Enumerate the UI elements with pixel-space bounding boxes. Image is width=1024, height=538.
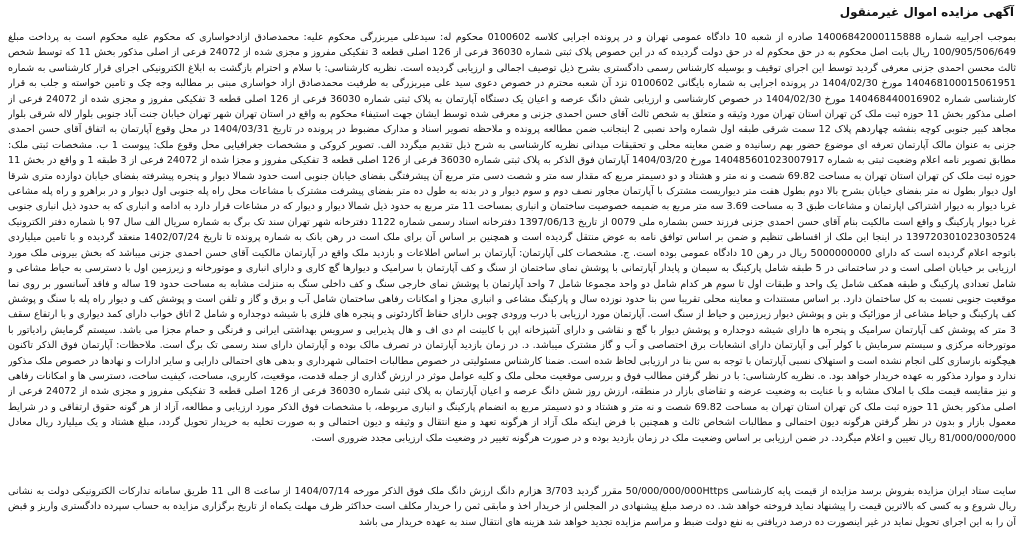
notice-title: آگهی مزایده اموال غیرمنقول xyxy=(839,5,1014,19)
notice-body: بموجب اجراییه شماره 14006842000115888 صادره از شعبه 10 دادگاه عمومی تهران و در پرونده اجرایی کلاسه 0100602 محکوم له: سیدعلی میربزرگی محکوم علیه: محمدصادق ازادخواساری که محکوم علیه محکوم است به پرداخت مبلغ 100/905/506/649 ریال بابت اصل محکوم به در حق محکوم له در حق دولت گردیده که در این خصوص پلاک ثبتی شماره 36030 فرعی از 126 اصلی قطعه 3 تفکیکی مفروز و مجزی شده از 24072 فرعی از اصلی مذکور بخش 11 که توسط شخص ثالث محسن احمدی جزنی معرفی گردید توسط این اجرای توقیف و بوسیله کارشناس رسمی دادگستری بشرح ذیل توصیف اجمالی و ارزیابی گردیده است. نظریه کارشناسی: با سلام و احترام بازگشت به ابلاغ الکترونیکی اجرای قرار کارشناسی به شماره 140468100015061951 مورخ 1404/02/30 در پرونده اجرایی به شماره بایگانی 0100602 نزد آن شعبه محترم در خصوص دعوی سید علی میربزرگی به طرفیت محمدصادق ازاد خواساری مبنی بر مطالبه وجه چک و تامین خواسته و جلب به قرار کارشناسی شماره 140468440016902 مورخ 1404/02/30 در خصوص کارشناسی و ارزیابی شش دانگ عرصه و اعیان یک دستگاه آپارتمان به پلاک ثبتی شماره 36030 فرعی از 126 اصلی قطعه 3 تفکیکی مفروز و مجزی شده از 24072 فرعی از اصلی مذکور بخش 11 حوزه ثبت ملک کن تهران استان تهران مورد وثیقه و متعلق به شخص ثالث آقای حسن احمدی جزنی و معرفی شده توسط ایشان جهت استیفاء محکوم به واقع در استان تهران شهر تهران خیابان جنت آباد جنوبی بلوار لاله شرقی بلوار مجاهد کبیر جنوبی کوچه بنفشه چهاردهم پلاک 12 سمت شرقی طبقه اول شماره واحد نصبی 2 اینجانب ضمن مطالعه پرونده و ملاحظه تصویر اسناد و مدارک مضبوط در پرونده در تاریخ 1404/03/31 در محل وقوع آپارتمان به اتفاق آقای حسن احمدی جزنی به عنوان مالک آپارتمان تعرفه ای موضوع حضور بهم رسانیده و ضمن معاینه محلی و تحقیقات میدانی نظریه کارشناسی به شرح ذیل تقدیم میگردد الف. تصویر کروکی و مشخصات جغرافیایی محل وقوع ملک: پیوست 1 ب. مشخصات ثبتی ملک: مطابق تصویر نامه اعلام وضعیت ثبتی به شماره 140485601023007917 مورخ 1404/03/20 آپارتمان فوق الذکر به پلاک ثبتی شماره 36030 فرعی از 126 اصلی قطعه 3 تفکیکی مفروز و مجزا شده از 24072 فرعی از 3 طبقه 1 و واقع در بخش 11 حوزه ثبت ملک کن تهران استان تهران به مساحت 69.82 شصت و نه متر و هشتاد و دو دسیمتر مربع که مقدار سه متر و شصت دسی متر مربع آن پیشرفتگی بفضای خیابان جنوبی است حدود شمالا دیوار و پنجره پیشرفته بفضای خیابان دوازده متری شرقا اول دیوار بطول نه متر بفضای خیابان بشرح بالا دوم بطول هفت متر دیواریست مشترک با آپارتمان مجاور نصف دوم و سوم دیوار و در بدنه به طول ده متر بفضای پیشرفت مشترک با مشاعات محل راه پله جنوبی اول دیوار و در براهرو و راه پله مشاعی غربا دیوار به دیوار اشتراکی اپارتمان و مشاعات طبق 3 به مساحت 3.69 سه متر مربع به ضمیمه خصوصیت ساختمان و انباری بمساحت 11 متر مربع به حدود ذیل شمالا دیوار و دیوار که در مشاعات قرار دارد به ادامه و انباری که به حدود ذیل انباری جنوبی غربا دیوار پارکینگ و واقع است مالکیت بنام آقای حسن احمدی جزنی فرزند حسن بشماره ملی 0079 از تاریخ 1397/06/13 دفترخانه اسناد رسمی شماره 1122 دفترخانه شهر تهران سند تک برگ به شماره سریال الف سال 97 با شماره دفتر الکترونیک 139720301023030524 در اینجا این ملک از اقساطی تنظیم و ضمن بر اساس توافق نامه به عوض منتقل گردیده است و همچنین بر اساس آن برای ملک است در رهن بانک به شماره پرونده تا تاریخ 1402/07/24 منعقد گردیده و با تامین میلیاردی باتوجه اعلام گردیده است که دارای 5000000000 ریال در رهن 10 دادگاه عمومی بوده است. ج. مشخصات کلی آپارتمان: آپارتمان بر اساس اطلاعات و بازدید ملک واقع در آپارتمان مالکیت آقای حسن احمدی جزنی میباشد که بخش بیرونی ملک مورد ارزیابی بر خیابان اصلی است و در ساختمانی در 5 طبقه شامل پارکینگ به سیمان و پایدار آپارتمانی با پوشش نمای ساختمان از سنگ و کف آپارتمان با سرامیک و دیوارها گچ کاری و دارای انباری و موتورخانه و زیرزمین اول با دسترسی به حیاط مشاعی و شامل تعدادی پارکینگ و طبقه همکف شامل یک واحد و طبقات اول تا سوم هر کدام شامل دو واحد مجموعا شامل 7 واحد آپارتمان با پوشش نمای خارجی سنگ و کف داخلی سنگ به منزلت مشابه به مساحت حدود 19 ساله و فاقد آسانسور بر روی نما موقعیت جنوبی نسبت به کل ساختمان دارد. بر اساس مستندات و معاینه محلی تقریبا سن بنا حدود نوزده سال و پارکینگ مشاعی و انباری مجزا و امکانات رفاهی ساختمان شامل آب و برق و گاز و تلفن است و پوشش کف و دیوار راه پله با سنگ و پوشش کف پارکینگ و حیاط مشاعی از موزائیک و بتن و پوشش دیوار زیرزمین و حیاط از سنگ است. آپارتمان مورد ارزیابی با درب ورودی چوبی دارای حفاظ آکاردئونی و پنجره های فلزی با شیشه دوجداره و شامل 2 اتاق خواب دارای کمد دیواری و با ارتفاع سقف 3 متر که پوشش کف آپارتمان سرامیک و پنجره ها دارای شیشه دوجداره و پوشش دیوار با گچ و نقاشی و دارای آشپزخانه اپن با کابینت ام دی اف و هال پذیرایی و سرویس بهداشتی ایرانی و فرنگی و حمام مجزا می باشد. سیستم گرمایش رادیاتور با موتورخانه مرکزی و سیستم سرمایش با کولر آبی و آپارتمان دارای انشعابات برق اختصاصی و آب و گاز مشترک میباشد. د. در زمان بازدید آپارتمان در تصرف مالک بوده و آپارتمان دارای سند رسمی تک برگ است. ملاحظات: آپارتمان فوق الذکر تاکنون هیچگونه بازسازی کلی انجام نشده است و استهلاک نسبی آپارتمان با توجه به سن بنا در ارزیابی لحاظ شده است. ضمنا کارشناس مسئولیتی در خصوص مطالبات احتمالی شهرداری و بدهی های احتمالی دارایی و سایر ادارات و نهادها در خصوص ملک مذکور ندارد و موارد مذکور به عهده خریدار خواهد بود. ه. نظریه کارشناسی: با در نظر گرفتن مطالب فوق و بررسی موقعیت محلی ملک و کلیه عوامل موثر در ارزش گذاری از جمله قدمت، موقعیت، کاربری، مساحت، کیفیت ساخت، دسترسی ها و امکانات رفاهی و نیز مقایسه قیمت ملک با املاک مشابه و با عنایت به وضعیت عرضه و تقاضای بازار در منطقه، ارزش روز شش دانگ عرصه و اعیان آپارتمان به پلاک ثبتی شماره 36030 فرعی از 126 اصلی قطعه 3 تفکیکی مفروز و مجزی شده از 24072 فرعی از اصلی مذکور بخش 11 حوزه ثبت ملک کن تهران استان تهران به مساحت 69.82 شصت و نه متر و هشتاد و دو دسیمتر مربع به انضمام پارکینگ و انباری مربوطه، با مشخصات فوق الذکر مورد ارزیابی و مطالعه، آزاد از هر گونه حقوق ارتفاقی و در شرایط معمول بازار و بدون در نظر گرفتن هرگونه دیون احتمالی و مطالبات اشخاص ثالث و همچنین با فرض اینکه ملک آزاد از هرگونه تعهد و منع انتقال و وثیقه و دیون احتمالی و به صورت تخلیه به خریدار تحویل گردد، مبلغ هشتاد و یک میلیارد ریال معادل 81/000/000/000 ریال تعیین و اعلام میگردد. در ضمن ارزیابی بر اساس وضعیت ملک در زمان بازدید بوده و در صورت هرگونه تغییر در وضعیت ملک ارزیابی مجدد ضروری است. xyxy=(8,32,1016,444)
notice-footer: سایت ستاد ایران مزایده بفروش برسد مزایده از قیمت پایه کارشناسی 50/000/000/000Https مقرر گردید 3/703 هزارم دانگ ارزش دانگ ملک فوق الذکر مورخه 1404/07/14 از ساعت 8 الی 11 طریق سامانه تدارکات الکترونیکی دولت به نشانی ریال شروع و به کسی که بالاترین قیمت را پیشنهاد نماید فروخته خواهد شد. ده درصد مبلغ پیشنهادی در المجلس از خریدار اخذ و مابقی ثمن را خریدار مکلف است حداکثر ظرف مهلت یکماه از تاریخ برگزاری مزایده به حساب سپرده دادگستری واریز و قبض آن را به این اجرای تحویل نماید در غیر اینصورت ده درصد دریافتی به نفع دولت ضبط و مراسم مزایده تجدید خواهد شد هزینه های انتقال سند به عهده خریدار می باشد xyxy=(8,486,1016,528)
